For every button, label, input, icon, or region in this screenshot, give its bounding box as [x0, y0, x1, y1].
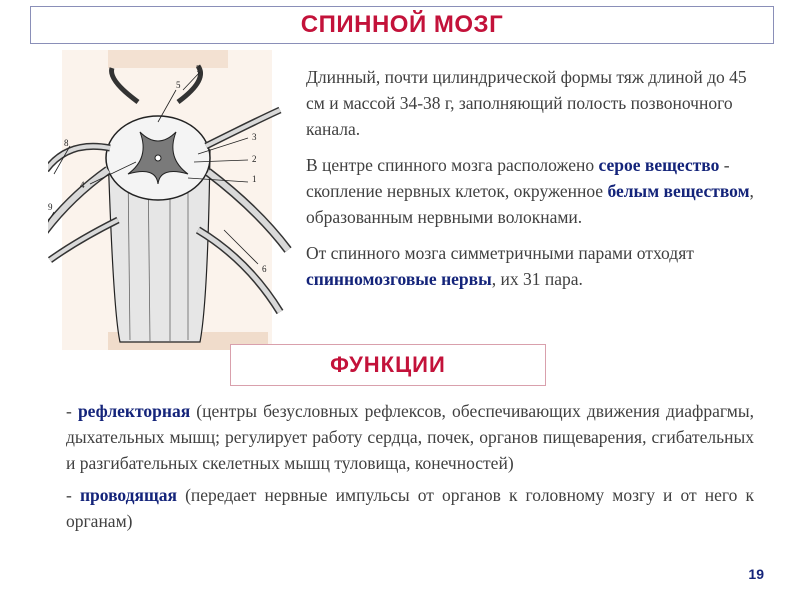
function-item [66, 398, 754, 476]
spinal-cord-drawing [48, 50, 308, 350]
dash: - [66, 485, 80, 505]
description-paragraph-3 [306, 240, 754, 292]
function-name: рефлекторная [77, 401, 191, 421]
description [306, 64, 754, 302]
figure-label: 4 [80, 180, 85, 190]
page-number: 19 [748, 566, 764, 582]
function-text: (центры безусловных рефлексов, обеспечивающих движения диафрагмы, дыхательных мышц; регулирует работу сердца, почек, органов пищеварения, сгибательных и разгибательных скелетных мышц туловища, конечностей) [66, 401, 755, 473]
function-name: проводящая [79, 485, 177, 505]
function-item [66, 482, 754, 534]
figure-label: 6 [262, 264, 267, 274]
text-fragment: - скопление нервных клеток, окруженное [306, 155, 730, 201]
text-fragment: , их 31 пара. [491, 269, 583, 289]
figure-label: 7 [196, 64, 201, 74]
description-paragraph-1: Длинный, почти цилиндрической формы тяж длиной до 45 см и массой 34-38 г, заполняющий полость позвоночного канала. [306, 67, 747, 139]
description-paragraph-2 [306, 152, 754, 230]
functions-list [66, 398, 754, 540]
white-matter-term: белым веществом [607, 181, 750, 201]
function-text: (передает нервные импульсы от органов к головному мозгу и от него к органам) [66, 485, 755, 531]
gray-matter-term: серое вещество [598, 155, 720, 175]
figure-label: 2 [252, 154, 257, 164]
spinal-cord-illustration [48, 50, 308, 350]
page-title: СПИННОЙ МОЗГ [300, 11, 504, 38]
text-fragment: От спинного мозга симметричными парами отходят [306, 243, 694, 263]
title-box [30, 6, 774, 44]
spinal-nerves-term: спинномозговые нервы [306, 269, 492, 289]
text-fragment: В центре спинного мозга расположено [306, 155, 599, 175]
functions-heading-box [230, 344, 546, 386]
figure-label: 5 [176, 80, 181, 90]
figure-label: 3 [252, 132, 257, 142]
figure-label: 1 [252, 174, 257, 184]
functions-heading: ФУНКЦИИ [330, 352, 446, 377]
text-fragment: , образованным нервными волокнами. [306, 181, 754, 227]
figure-label: 9 [48, 202, 53, 212]
figure-label: 8 [64, 138, 69, 148]
dash: - [66, 401, 78, 421]
